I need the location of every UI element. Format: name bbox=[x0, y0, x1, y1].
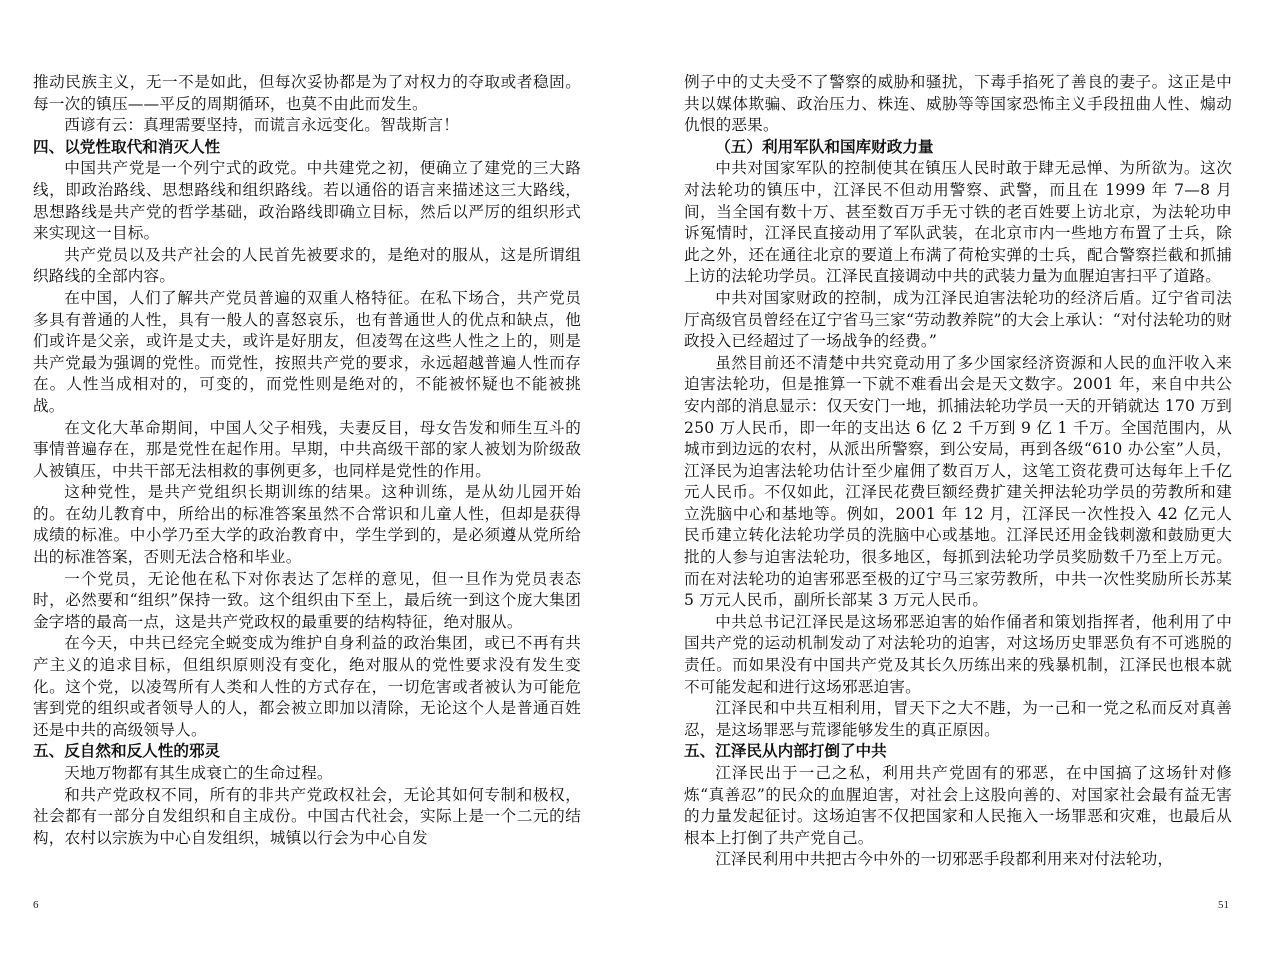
right-page-body bbox=[684, 72, 1232, 871]
body-paragraph: 这种党性，是共产党组织长期训练的结果。这种训练，是从幼儿园开始的。在幼儿教育中，所给出的标准答案虽然不合常识和儿童人性，但却是获得成绩的标准。中小学乃至大学的政治教育中，学生学到的，是必须遵从党所给出的标准答案，否则无法合格和毕业。 bbox=[33, 483, 581, 567]
right-page-number: 51 bbox=[1218, 899, 1229, 911]
body-paragraph: 中共对国家财政的控制，成为江泽民迫害法轮功的经济后盾。辽宁省司法厅高级官员曾经在辽宁省马三家“劳动教养院”的大会上承认：“对付法轮功的财政投入已经超过了一场战争的经费。” bbox=[684, 288, 1232, 351]
body-paragraph: 一个党员，无论他在私下对你表达了怎样的意见，但一旦作为党员表态时，必然要和“组织”保持一致。这个组织由下至上，最后统一到这个庞大集团金字塔的最高一点，这是共产党政权的最重要的结构特征，绝对服从。 bbox=[33, 569, 581, 631]
body-paragraph: 在今天，中共已经完全蜕变成为维护自身利益的政治集团，或已不再有共产主义的追求目标，但组织原则没有变化，绝对服从的党性要求没有发生变化。这个党，以凌驾所有人类和人性的方式存在，一切危害或者被认为可能危害到党的组织或者领导人的人，都会被立即加以清除，无论这个人是普通百姓还是中共的高级领导人。 bbox=[33, 634, 581, 739]
section-heading: 四、以党性取代和消灭人性 bbox=[33, 137, 221, 156]
body-paragraph: 中国共产党是一个列宁式的政党。中共建党之初，便确立了建党的三大路线，即政治路线、思想路线和组织路线。若以通俗的语言来描述这三大路线，思想路线是共产党的哲学基础，政治路线即确立目标，然后以严厉的组织形式来实现这一目标。 bbox=[33, 159, 581, 243]
body-paragraph: 江泽民利用中共把古今中外的一切邪恶手段都利用来对付法轮功， bbox=[715, 850, 1174, 869]
body-paragraph: 虽然目前还不清楚中共究竟动用了多少国家经济资源和人民的血汗收入来迫害法轮功，但是推算一下就不难看出会是天文数字。2001 年，来自中共公安内部的消息显示：仅天安门一地，抓捕法轮功学员一天的开销就达 170 万到 250 万人民币，即一年的支出达 6 亿 2 千万到 9 亿 1 千万。全国范围内，从城市到边远的农村，从派出所警察，到公安局，再到各级“610 办公室”人员，江泽民为迫害法轮功估计至少雇佣了数百万人，这笔工资花费可达每年上千亿元人民币。不仅如此，江泽民花费巨额经费扩建关押法轮功学员的劳教所和建立洗脑中心和基地等。例如，2001 年 12 月，江泽民一次性投入 42 亿元人民币建立转化法轮功学员的洗脑中心或基地。江泽民还用金钱刺激和鼓励更大批的人参与迫害法轮功，很多地区，每抓到法轮功学员奖励数千乃至上万元。而在对法轮功的迫害邪恶至极的辽宁马三家劳教所，中共一次性奖励所长苏某 5 万元人民币，副所长部某 3 万元人民币。 bbox=[684, 353, 1232, 610]
left-page-body bbox=[33, 72, 581, 849]
body-paragraph: 西谚有云：真理需要坚持，而谎言永远变化。智哉斯言！ bbox=[64, 116, 460, 135]
section-heading: 五、江泽民从内部打倒了中共 bbox=[684, 742, 887, 761]
section-heading: （五）利用军队和国库财政力量 bbox=[715, 137, 934, 156]
body-paragraph: 天地万物都有其生成衰亡的生命过程。 bbox=[64, 764, 333, 782]
left-page-number: 6 bbox=[33, 899, 39, 911]
body-paragraph: 共产党员以及共产社会的人民首先被要求的，是绝对的服从，这是所谓组织路线的全部内容。 bbox=[33, 245, 581, 286]
body-paragraph: 例子中的丈夫受不了警察的威胁和骚扰，下毒手掐死了善良的妻子。这正是中共以媒体欺骗、政治压力、株连、威胁等等国家恐怖主义手段扭曲人性、煽动仇恨的恶果。 bbox=[684, 73, 1232, 135]
body-paragraph: 江泽民出于一己之私，利用共产党固有的邪恶，在中国搞了这场针对修炼“真善忍”的民众的血腥迫害，对社会上这股向善的、对国家社会最有益无害的力量发起征讨。这场迫害不仅把国家和人民拖入一场罪恶和灾难，也最后从根本上打倒了共产党自己。 bbox=[684, 764, 1232, 847]
body-paragraph: 在文化大革命期间，中国人父子相残，夫妻反目，母女告发和师生互斗的事情普遍存在，那是党性在起作用。早期，中共高级干部的家人被划为阶级敌人被镇压，中共干部无法相救的事例更多，也同样是党性的作用。 bbox=[33, 418, 581, 480]
body-paragraph: 和共产党政权不同，所有的非共产党政权社会，无论其如何专制和极权，社会都有一部分自发组织和自主成份。中国古代社会，实际上是一个二元的结构，农村以宗族为中心自发组织，城镇以行会为中心自发 bbox=[33, 785, 581, 847]
body-paragraph: 中共总书记江泽民是这场邪恶迫害的始作俑者和策划指挥者，他利用了中国共产党的运动机制发动了对法轮功的迫害，对这场历史罪恶负有不可逃脱的责任。而如果没有中国共产党及其长久历练出来的残暴机制，江泽民也根本就不可能发起和进行这场邪恶迫害。 bbox=[684, 612, 1232, 696]
section-heading: 五、反自然和反人性的邪灵 bbox=[33, 742, 221, 761]
body-paragraph: 江泽民和中共互相利用，冒天下之大不韪，为一己和一党之私而反对真善忍，是这场罪恶与荒谬能够发生的真正原因。 bbox=[684, 699, 1232, 739]
body-paragraph: 中共对国家军队的控制使其在镇压人民时敢于肆无忌惮、为所欲为。这次对法轮功的镇压中，江泽民不但动用警察、武警，而且在 1999 年 7—8 月间，当全国有数十万、甚至数百万手无寸铁的老百姓要上访北京，为法轮功申诉冤情时，江泽民直接动用了军队武装，在北京市内一些地方布置了士兵，除此之外，还在通往北京的要道上布满了荷枪实弹的士兵，配合警察拦截和抓捕上访的法轮功学员。江泽民直接调动中共的武装力量为血腥迫害扫平了道路。 bbox=[684, 159, 1232, 286]
body-paragraph: 在中国，人们了解共产党员普遍的双重人格特征。在私下场合，共产党员多具有普通的人性，具有一般人的喜怒哀乐，也有普通世人的优点和缺点，他们或许是父亲，或许是丈夫，或许是好朋友，但凌驾在这些人性之上的，则是共产党最为强调的党性。而党性，按照共产党的要求，永远超越普遍人性而存在。人性当成相对的，可变的，而党性则是绝对的，不能被怀疑也不能被挑战。 bbox=[33, 288, 581, 415]
body-paragraph: 推动民族主义，无一不是如此，但每次妥协都是为了对权力的夺取或者稳固。每一次的镇压——平反的周期循环，也莫不由此而发生。 bbox=[33, 73, 581, 113]
